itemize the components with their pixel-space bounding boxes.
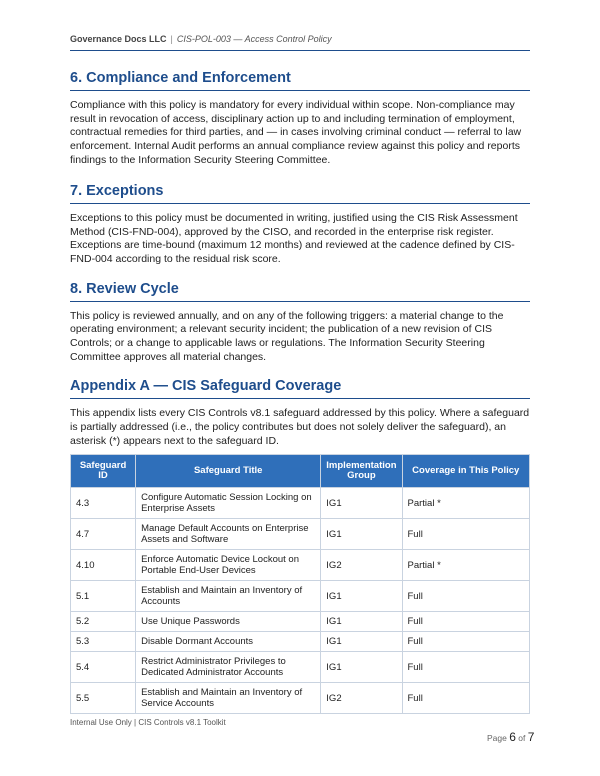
cell-safeguard-id: 4.3 xyxy=(71,488,136,519)
appendix-a xyxy=(70,378,530,714)
section-review-cycle xyxy=(70,281,530,365)
column-header-coverage: Coverage in This Policy xyxy=(402,455,530,488)
cell-implementation-group: IG2 xyxy=(321,550,402,581)
appendix-body: This appendix lists every CIS Controls v8.1 safeguard addressed by this policy. Where a safeguard is partially addressed (i.e., the policy contributes but does not solely deliver the safeguard), an asterisk (*) appears next to the safeguard ID. xyxy=(70,407,530,447)
page-of: of xyxy=(518,733,526,743)
table-header-row xyxy=(71,455,530,488)
table-row xyxy=(71,683,530,714)
table-row xyxy=(71,612,530,632)
section-body: Exceptions to this policy must be documented in writing, justified using the CIS Risk Assessment Method (CIS-FND-004), approved by the CISO, and recorded in the enterprise risk register. Exceptions are time-bound (maximum 12 months) and reviewed at the cadence defined by CIS-FND-004 according to the residual risk score. xyxy=(70,212,518,266)
cell-safeguard-title: Use Unique Passwords xyxy=(136,612,321,632)
cell-safeguard-id: 5.2 xyxy=(71,612,136,632)
page-header xyxy=(70,34,530,51)
cell-implementation-group: IG1 xyxy=(321,581,402,612)
cell-coverage: Full xyxy=(402,519,530,550)
cell-safeguard-title: Disable Dormant Accounts xyxy=(136,632,321,652)
cell-implementation-group: IG1 xyxy=(321,612,402,632)
column-header-implementation-group: Implementation Group xyxy=(321,455,402,488)
company-name: Governance Docs LLC xyxy=(70,34,167,44)
cell-safeguard-title: Restrict Administrator Privileges to Dedicated Administrator Accounts xyxy=(136,652,321,683)
section-heading: 6. Compliance and Enforcement xyxy=(70,70,530,91)
section-body: This policy is reviewed annually, and on any of the following triggers: a material change to the operating environment; a relevant security incident; the publication of a new revision of CIS Controls; or a change to applicable laws or regulations. The Information Security Steering Committee approves all material changes. xyxy=(70,309,504,363)
cell-coverage: Partial * xyxy=(402,488,530,519)
cell-safeguard-title: Establish and Maintain an Inventory of Accounts xyxy=(136,581,321,612)
cell-safeguard-title: Enforce Automatic Device Lockout on Portable End-User Devices xyxy=(136,550,321,581)
cell-implementation-group: IG1 xyxy=(321,632,402,652)
cell-safeguard-id: 5.5 xyxy=(71,683,136,714)
cell-safeguard-id: 5.3 xyxy=(71,632,136,652)
cell-safeguard-title: Establish and Maintain an Inventory of Service Accounts xyxy=(136,683,321,714)
table-row xyxy=(71,519,530,550)
cell-coverage: Full xyxy=(402,652,530,683)
table-row xyxy=(71,550,530,581)
cell-implementation-group: IG1 xyxy=(321,488,402,519)
footer-classification: Internal Use Only | CIS Controls v8.1 Toolkit xyxy=(70,718,226,727)
section-exceptions xyxy=(70,183,530,267)
cell-safeguard-title: Configure Automatic Session Locking on Enterprise Assets xyxy=(136,488,321,519)
section-compliance xyxy=(70,70,530,167)
table-row xyxy=(71,581,530,612)
cell-safeguard-title: Manage Default Accounts on Enterprise Assets and Software xyxy=(136,519,321,550)
cell-coverage: Full xyxy=(402,683,530,714)
cell-coverage: Full xyxy=(402,632,530,652)
cell-safeguard-id: 4.7 xyxy=(71,519,136,550)
cell-implementation-group: IG1 xyxy=(321,652,402,683)
cell-safeguard-id: 5.1 xyxy=(71,581,136,612)
cell-coverage: Full xyxy=(402,612,530,632)
column-header-safeguard-id: Safeguard ID xyxy=(71,455,136,488)
header-separator: | xyxy=(170,34,173,44)
section-heading: 7. Exceptions xyxy=(70,183,530,204)
cell-safeguard-id: 5.4 xyxy=(71,652,136,683)
cell-safeguard-id: 4.10 xyxy=(71,550,136,581)
cell-implementation-group: IG1 xyxy=(321,519,402,550)
page-content xyxy=(70,70,530,728)
table-row xyxy=(71,652,530,683)
cell-coverage: Partial * xyxy=(402,550,530,581)
page-word: Page xyxy=(487,733,507,743)
cell-implementation-group: IG2 xyxy=(321,683,402,714)
table-row xyxy=(71,488,530,519)
document-reference: CIS-POL-003 — Access Control Policy xyxy=(176,34,332,44)
column-header-safeguard-title: Safeguard Title xyxy=(136,455,321,488)
page-number xyxy=(487,730,534,744)
table-row xyxy=(71,632,530,652)
section-heading: 8. Review Cycle xyxy=(70,281,530,302)
page-total: 7 xyxy=(527,730,535,744)
cell-coverage: Full xyxy=(402,581,530,612)
safeguard-coverage-table xyxy=(70,454,530,714)
page-current: 6 xyxy=(509,730,516,744)
section-body: Compliance with this policy is mandatory for every individual within scope. Non-compliance may result in revocation of access, disciplinary action up to and including termination of employment, contractual remedies for third parties, and — in cases involving criminal conduct — referral to law enforcement. Internal Audit performs an annual compliance review against this policy and reports findings to the Information Security Steering Committee. xyxy=(70,99,522,166)
appendix-heading: Appendix A — CIS Safeguard Coverage xyxy=(70,378,530,399)
